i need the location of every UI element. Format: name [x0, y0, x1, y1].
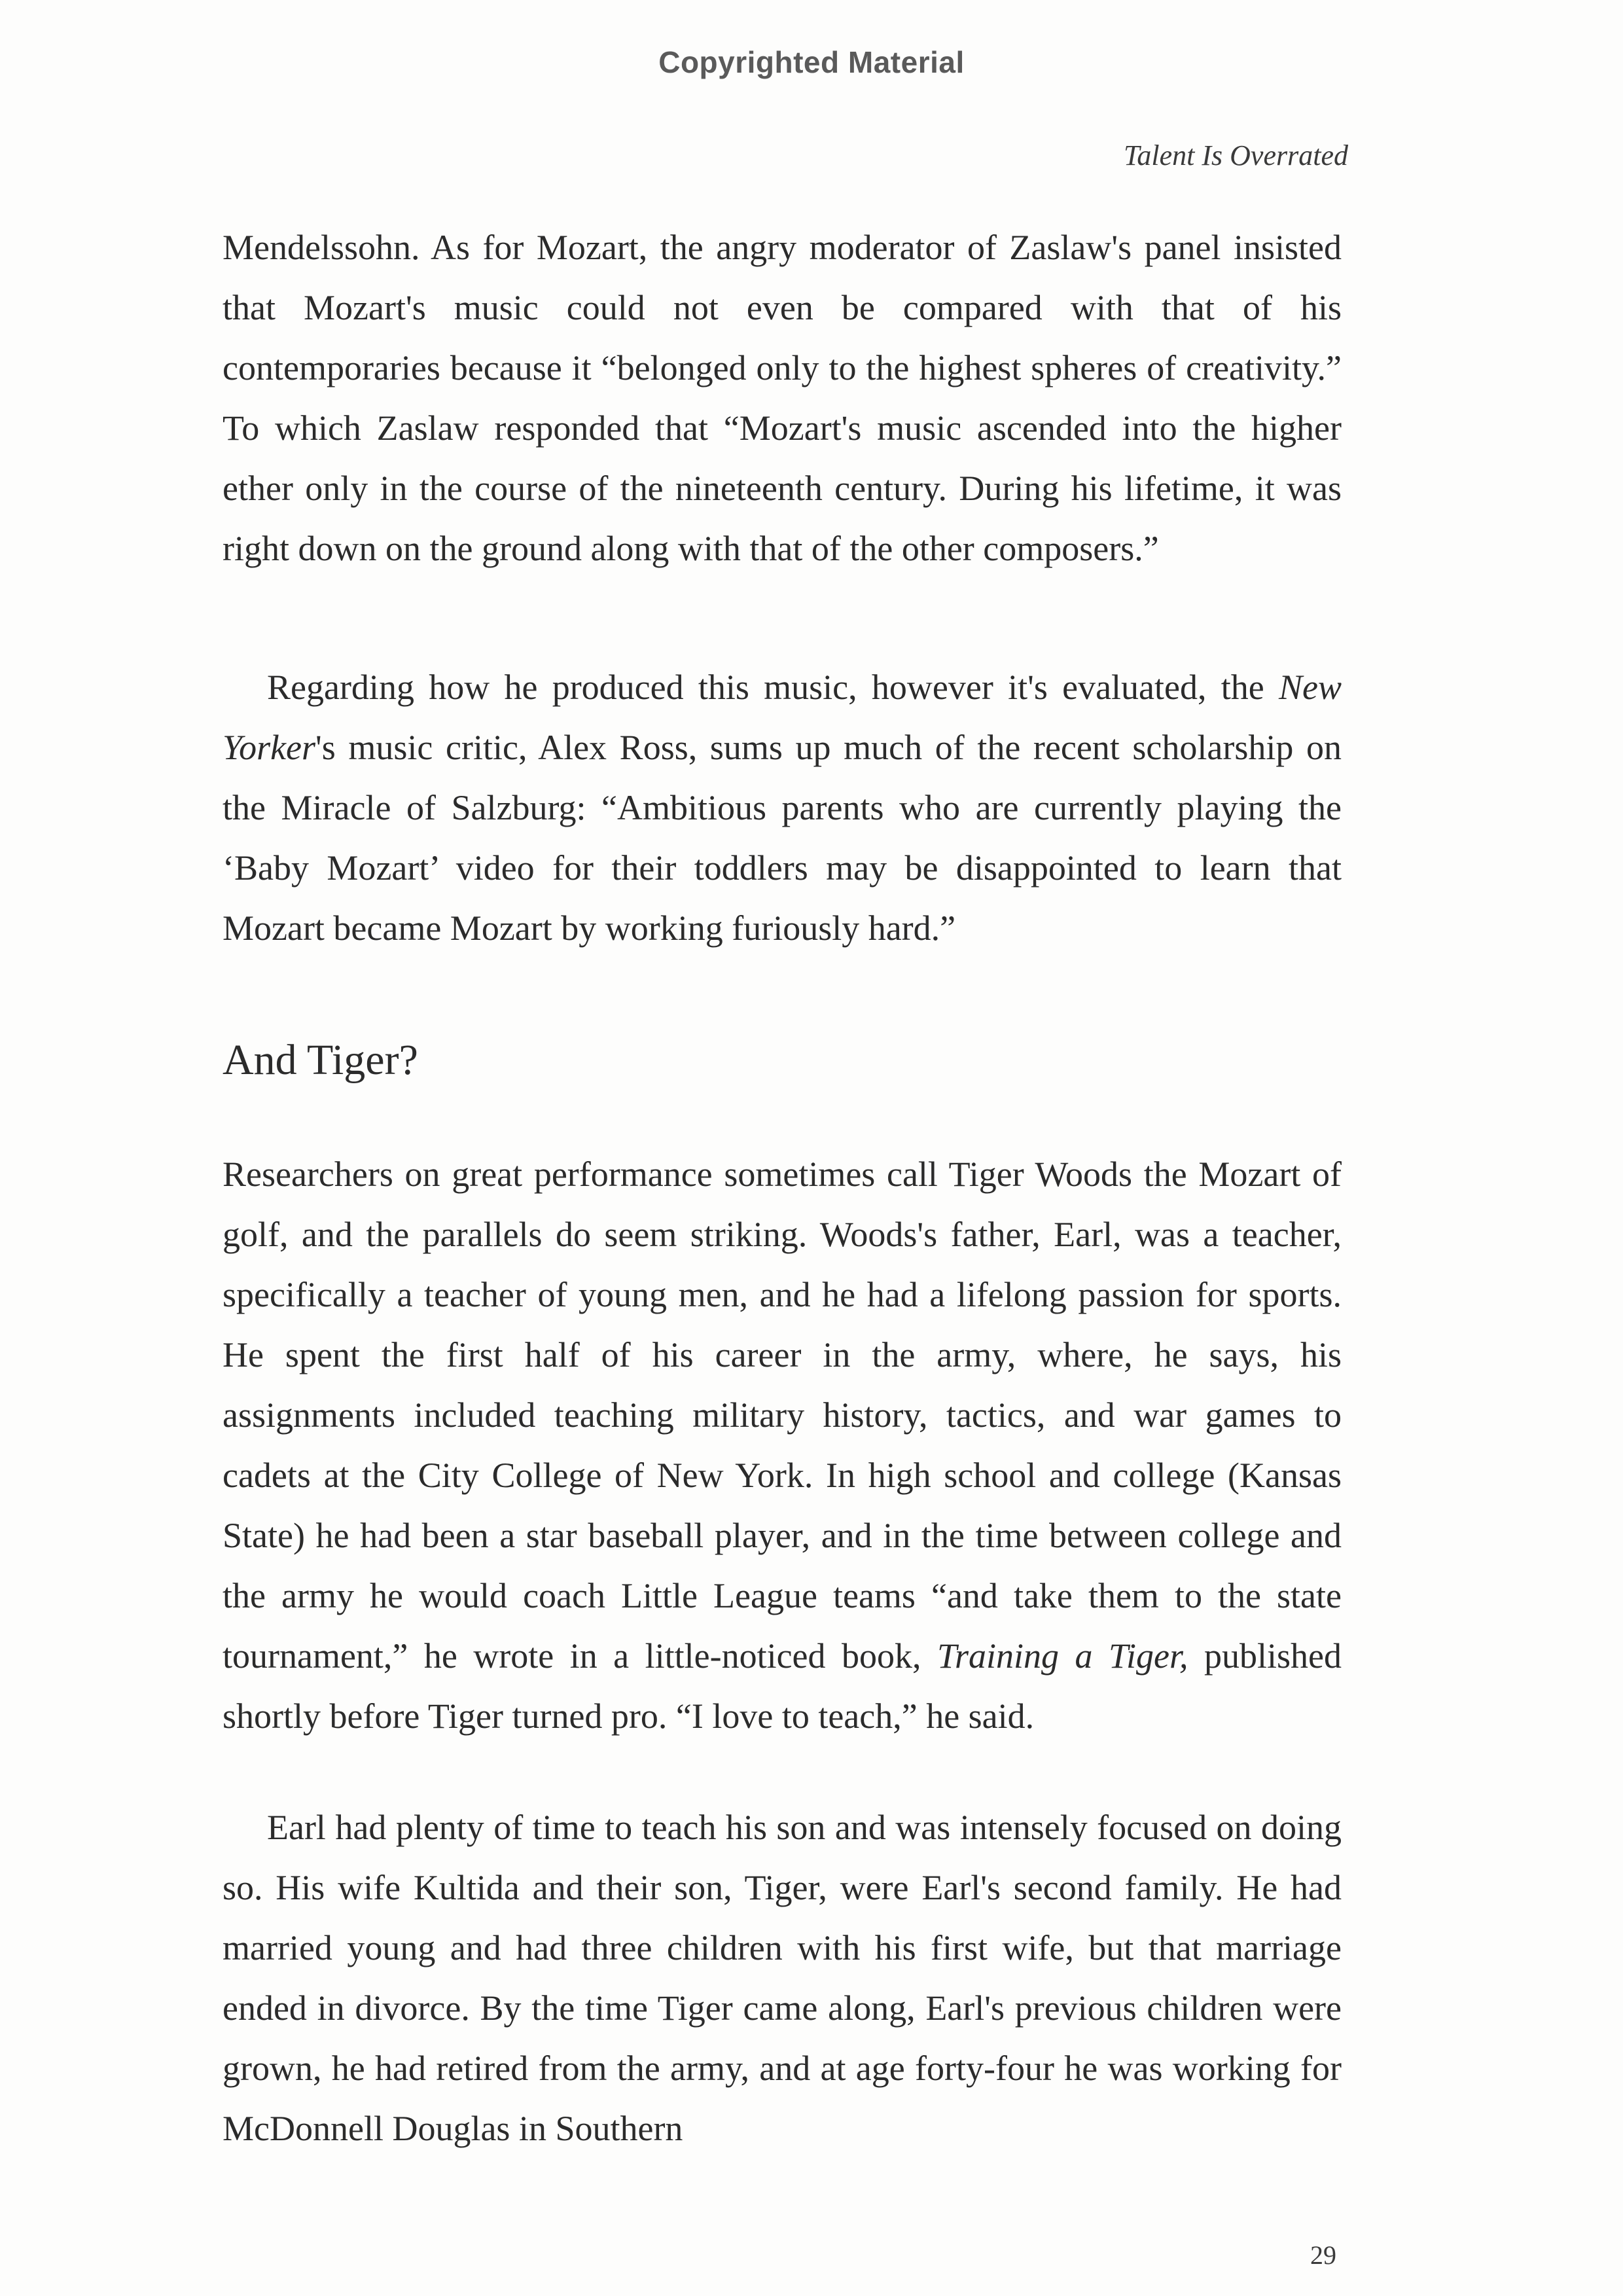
paragraph-3: [223, 1144, 1342, 1746]
body-text-block-1: [223, 217, 1342, 579]
paragraph-3-text-a: Researchers on great performance sometimes call Tiger Woods the Mozart of golf, and the parallels do seem striking. Woods's father, Earl, was a teacher, specifically a teacher of young men, and he had a lifelong passion for sports. He spent the first half of his career in the army, where, he says, his assignments included teaching military history, tactics, and war games to cadets at the City College of New York. In high school and college (Kansas State) he had been a star baseball player, and in the time between college and the army he would coach Little League teams “and take them to the state tournament,” he wrote in a little-noticed book,: [223, 1155, 1342, 1676]
paragraph-2: [223, 657, 1342, 958]
running-head: Talent Is Overrated: [1123, 139, 1348, 171]
paragraph-2-text-a: Regarding how he produced this music, however it's evaluated, the: [267, 668, 1279, 707]
section-heading: And Tiger?: [223, 1036, 418, 1084]
paragraph-3-italic: Training a Tiger,: [936, 1636, 1188, 1676]
body-text-block-3: [223, 1144, 1342, 1746]
paragraph-2-italic: New Yorker: [223, 668, 1342, 767]
body-text-block-4: [223, 1797, 1342, 2159]
paragraph-4: Earl had plenty of time to teach his son and was intensely focused on doing so. His wife Kultida and their son, Tiger, were Earl's second family. He had married young and had three children with his first wife, but that marriage ended in divorce. By the time Tiger came along, Earl's previous children were grown, he had retired from the army, and at age forty-four he was working for McDonnell Douglas in Southern: [223, 1808, 1342, 2148]
page-number: 29: [1310, 2240, 1336, 2270]
paragraph-1: Mendelssohn. As for Mozart, the angry moderator of Zaslaw's panel insisted that Mozart's music could not even be compared with that of his contemporaries because it “belonged only to the highest spheres of creativity.” To which Zaslaw responded that “Mozart's music ascended into the higher ether only in the course of the nineteenth century. During his lifetime, it was right down on the ground along with that of the other composers.”: [223, 228, 1342, 568]
body-text-block-2: [223, 657, 1342, 958]
paragraph-3-text-b: published shortly before Tiger turned pro. “I love to teach,” he said.: [223, 1636, 1342, 1736]
copyright-watermark: Copyrighted Material: [658, 45, 965, 79]
paragraph-2-text-b: 's music critic, Alex Ross, sums up much of the recent scholarship on the Miracle of Salzburg: “Ambitious parents who are currently playing the ‘Baby Mozart’ video for their toddlers may be disappointed to learn that Mozart became Mozart by working furiously hard.”: [223, 728, 1342, 948]
